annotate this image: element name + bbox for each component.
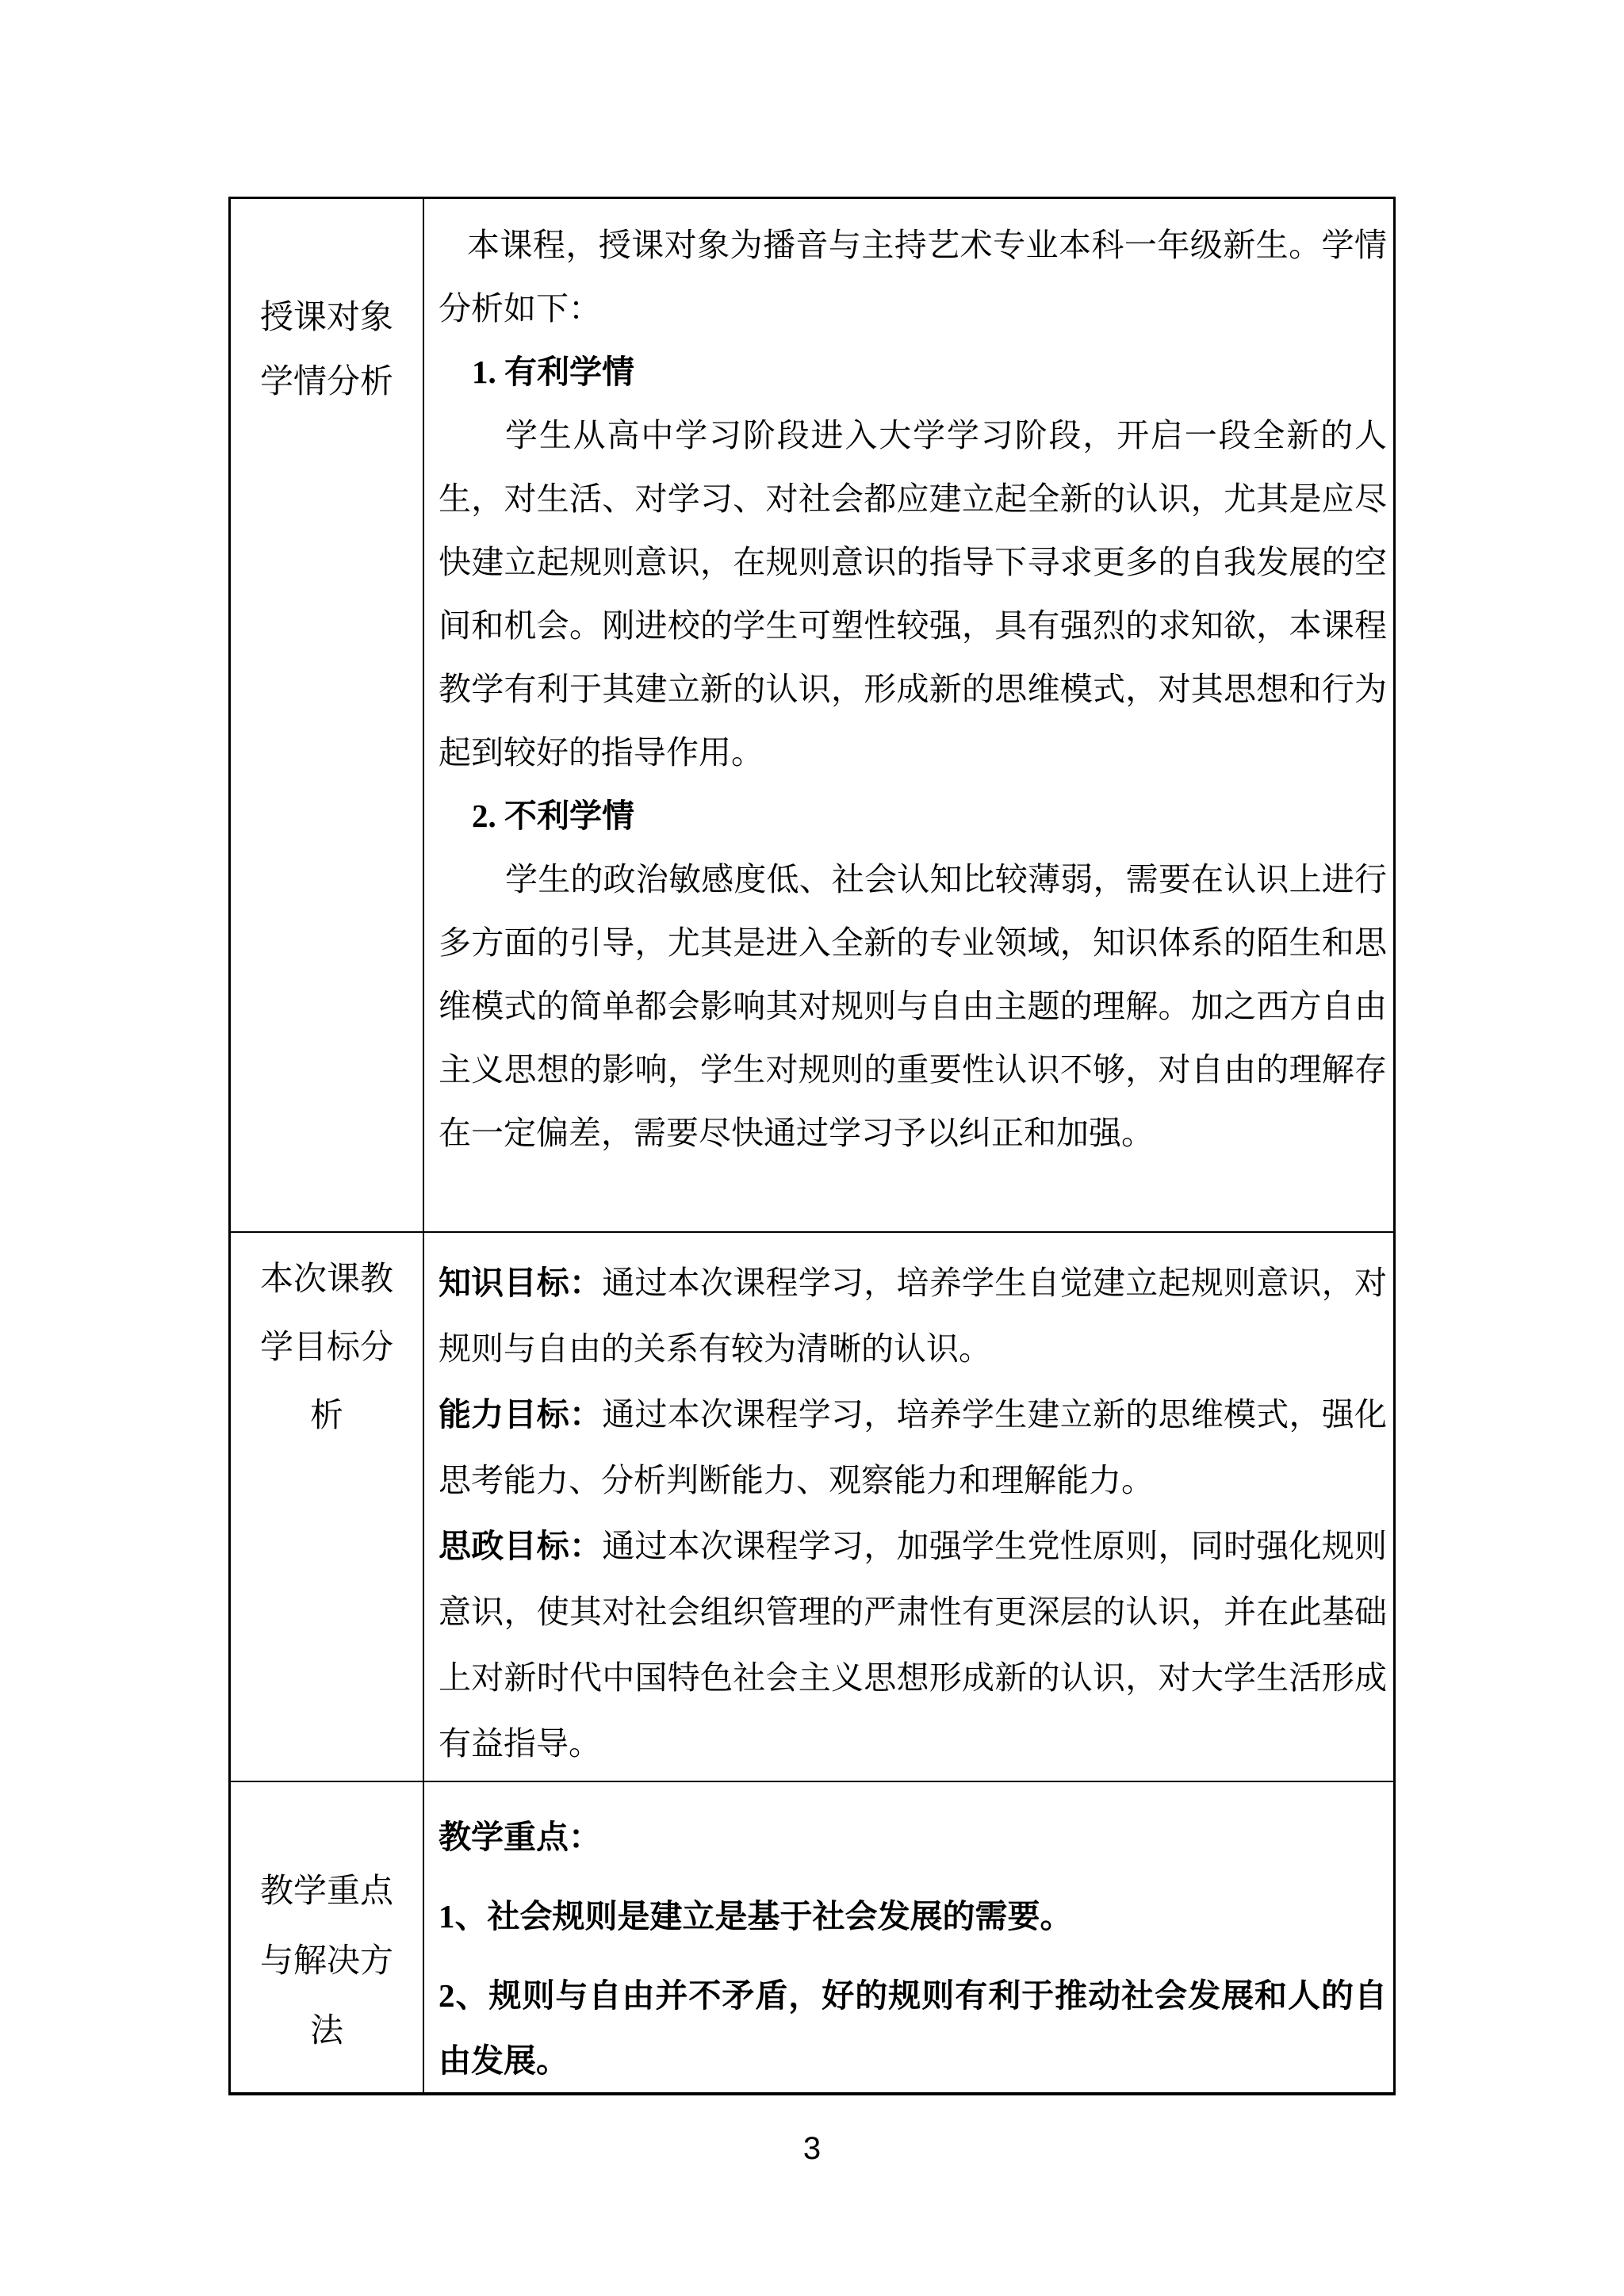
bold-text-run: 能力目标：	[439, 1396, 603, 1433]
text-line	[439, 1250, 1387, 1316]
text-run: 教学重点：	[439, 1819, 601, 1855]
text-run: 维模式的简单都会影响其对规则与自由主题的理解。加之西方自由	[439, 988, 1387, 1024]
text-line	[439, 1645, 1387, 1711]
text-run: 间和机会。刚进校的学生可塑性较强，具有强烈的求知欲，本课程	[439, 607, 1387, 644]
row-content-cell	[424, 1233, 1393, 1781]
row-label-line: 学目标分	[259, 1330, 393, 1366]
text-line	[439, 277, 1387, 340]
text-run: 意识，使其对社会组织管理的严肃性有更深层的认识，并在此基础	[439, 1594, 1387, 1630]
text-line	[439, 213, 1387, 277]
table-row	[231, 199, 1393, 1231]
table-row	[231, 1231, 1393, 1781]
text-line	[439, 1711, 1387, 1777]
text-run: 通过本次课程学习，培养学生建立新的思维模式，强化	[602, 1396, 1387, 1433]
text-line	[439, 974, 1387, 1038]
text-line	[439, 340, 1387, 404]
text-line	[439, 721, 1387, 784]
table-row	[231, 1781, 1393, 2092]
text-run: 2. 不利学情	[472, 798, 634, 834]
text-run: 有益指导。	[439, 1725, 601, 1762]
text-line	[439, 1382, 1387, 1448]
text-line	[439, 404, 1387, 467]
row-label-line: 析	[309, 1398, 343, 1434]
text-line	[439, 1963, 1387, 2028]
text-run: 学生的政治敏感度低、社会认知比较薄弱，需要在认识上进行	[505, 861, 1387, 897]
row-label-cell	[231, 199, 424, 1231]
text-run: 1、社会规则是建立是基于社会发展的需要。	[439, 1898, 1073, 1934]
paragraph	[439, 404, 1387, 784]
row-label-cell	[231, 1782, 424, 2092]
text-run: 思考能力、分析判断能力、观察能力和理解能力。	[439, 1462, 1154, 1498]
text-run: 生，对生活、对学习、对社会都应建立起全新的认识，尤其是应尽	[439, 480, 1387, 517]
row-label-line: 学情分析	[259, 364, 393, 400]
paragraph	[439, 1884, 1387, 1949]
paragraph	[439, 1382, 1387, 1513]
page-number: 3	[802, 2131, 822, 2166]
text-line	[439, 1448, 1387, 1513]
text-line	[439, 1101, 1387, 1165]
row-label-cell	[231, 1233, 424, 1781]
row-label-line: 本次课教	[259, 1261, 393, 1298]
text-run: 通过本次课程学习，培养学生自觉建立起规则意识，对	[602, 1265, 1387, 1301]
text-line	[439, 1804, 1387, 1869]
text-run: 起到较好的指导作用。	[439, 734, 764, 771]
text-line	[439, 1316, 1387, 1382]
text-run: 分析如下：	[439, 290, 601, 327]
row-label-line: 与解决方	[259, 1943, 393, 1980]
text-line	[439, 530, 1387, 594]
text-line	[439, 2028, 1387, 2092]
paragraph	[439, 848, 1387, 1165]
paragraph	[439, 1250, 1387, 1382]
text-run: 本课程，授课对象为播音与主持艺术专业本科一年级新生。学情	[467, 227, 1387, 263]
text-run: 多方面的引导，尤其是进入全新的专业领域，知识体系的陌生和思	[439, 924, 1387, 961]
text-line	[439, 1513, 1387, 1579]
row-label-line: 法	[309, 2013, 343, 2049]
text-line	[439, 467, 1387, 530]
text-line	[439, 594, 1387, 657]
text-run: 由发展。	[439, 2042, 569, 2079]
paragraph	[439, 784, 1387, 848]
text-run: 上对新时代中国特色社会主义思想形成新的认识，对大学生活形成	[439, 1659, 1387, 1696]
text-line	[439, 784, 1387, 848]
text-line	[439, 1884, 1387, 1949]
text-run: 学生从高中学习阶段进入大学学习阶段，开启一段全新的人	[505, 417, 1387, 453]
paragraph	[439, 1963, 1387, 2092]
text-line	[439, 657, 1387, 721]
paragraph	[439, 1804, 1387, 1869]
row-label-line: 教学重点	[259, 1873, 393, 1910]
bold-text-run: 思政目标：	[439, 1528, 603, 1564]
row-label-line: 授课对象	[259, 300, 393, 336]
lesson-plan-table	[228, 197, 1396, 2095]
paragraph	[439, 340, 1387, 404]
text-line	[439, 1038, 1387, 1101]
text-run: 快建立起规则意识，在规则意识的指导下寻求更多的自我发展的空	[439, 544, 1387, 580]
text-run: 2、规则与自由并不矛盾，好的规则有利于推动社会发展和人的自	[439, 1977, 1387, 2014]
text-run: 在一定偏差，需要尽快通过学习予以纠正和加强。	[439, 1115, 1154, 1151]
row-content-cell	[424, 1782, 1393, 2092]
paragraph	[439, 1513, 1387, 1777]
row-content-cell	[424, 199, 1393, 1231]
text-line	[439, 1579, 1387, 1645]
text-run: 教学有利于其建立新的认识，形成新的思维模式，对其思想和行为	[439, 671, 1387, 707]
text-run: 主义思想的影响，学生对规则的重要性认识不够，对自由的理解存	[439, 1051, 1387, 1088]
paragraph	[439, 213, 1387, 340]
text-run: 1. 有利学情	[472, 354, 634, 390]
bold-text-run: 知识目标：	[439, 1265, 603, 1301]
text-run: 通过本次课程学习，加强学生党性原则，同时强化规则	[602, 1528, 1387, 1564]
text-line	[439, 911, 1387, 974]
text-line	[439, 848, 1387, 911]
text-run: 规则与自由的关系有较为清晰的认识。	[439, 1330, 991, 1367]
